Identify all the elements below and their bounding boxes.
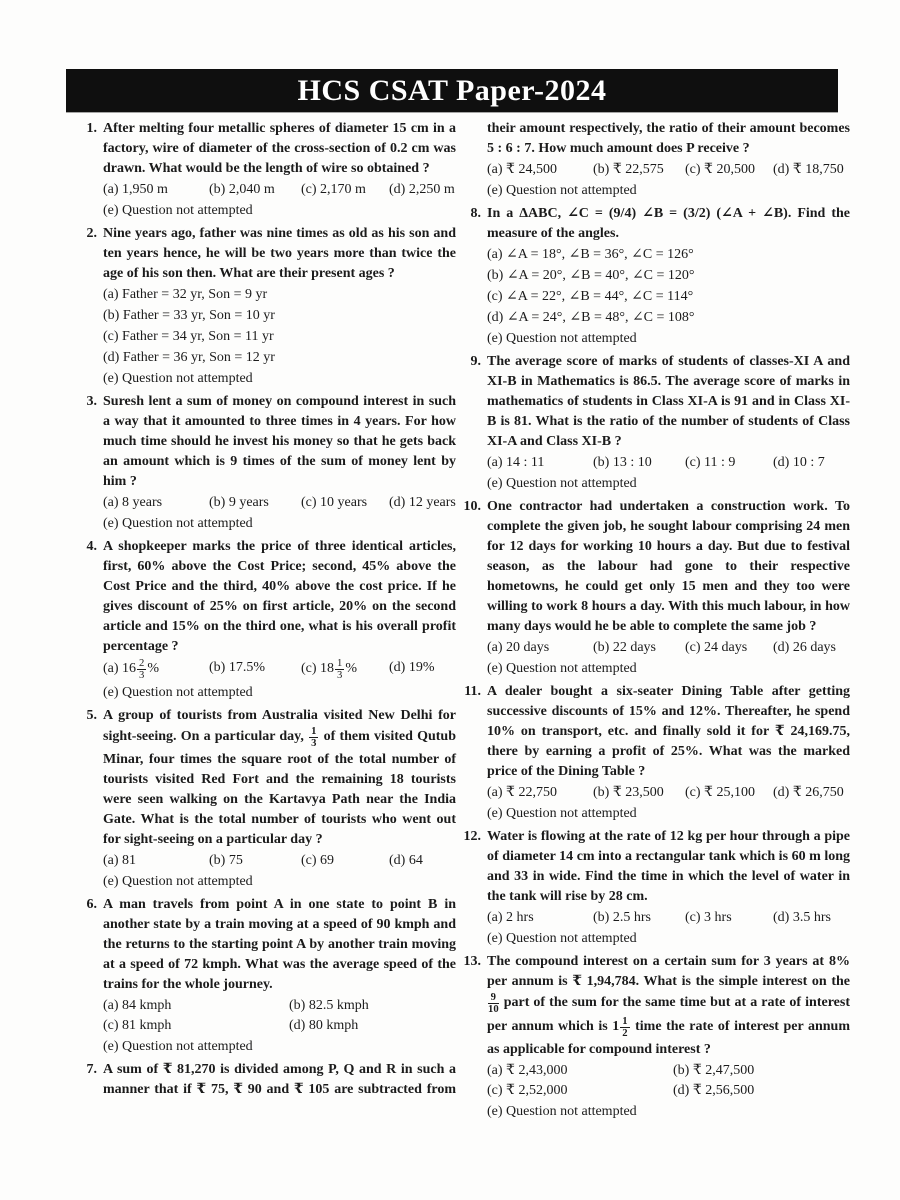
option-item: (a) 8 years bbox=[103, 495, 163, 510]
option-item: (d) 26 days bbox=[773, 640, 836, 655]
option-item: (a) 2 hrs bbox=[487, 910, 534, 925]
option-item: (d) 3.5 hrs bbox=[773, 910, 831, 925]
option-item: (c) 81 kmph bbox=[103, 1017, 172, 1033]
option-not-attempted: (e) Question not attempted bbox=[487, 661, 637, 676]
option-item: (d) ₹ 2,56,500 bbox=[673, 1082, 755, 1098]
option-item: (a) ₹ 22,750 bbox=[487, 785, 557, 800]
option-item: (a) 16 $\frac{2}{3}$ % bbox=[103, 658, 160, 682]
option-item: (d) ∠A = 24°, ∠B = 48°, ∠C = 108° bbox=[487, 310, 695, 325]
options-group bbox=[487, 1061, 850, 1101]
question-block bbox=[462, 682, 850, 824]
option-not-attempted: (e) Question not attempted bbox=[487, 1103, 637, 1119]
option-item: (d) Father = 36 yr, Son = 12 yr bbox=[103, 350, 275, 365]
fraction-numerator: 1 bbox=[622, 1015, 628, 1027]
fraction-denominator: 2 bbox=[622, 1028, 628, 1040]
option-item: (d) ₹ 18,750 bbox=[773, 162, 844, 177]
option-item: (a) ₹ 24,500 bbox=[487, 162, 557, 177]
question-number: 4. bbox=[86, 539, 97, 554]
options-group bbox=[487, 453, 850, 473]
option-not-attempted: (e) Question not attempted bbox=[487, 476, 637, 491]
options-group bbox=[103, 285, 456, 368]
fraction-numerator: 9 bbox=[488, 992, 499, 1004]
option-not-attempted: (e) Question not attempted bbox=[103, 516, 253, 531]
option-item: (c) 11 : 9 bbox=[685, 455, 736, 470]
left-column bbox=[78, 119, 456, 1103]
option-item: (d) 12 years bbox=[389, 495, 456, 510]
option-item: (d) 80 kmph bbox=[289, 1017, 359, 1033]
option-not-attempted: (e) Question not attempted bbox=[487, 331, 637, 346]
question-number: 9. bbox=[470, 354, 481, 369]
question-stem: After melting four metallic spheres of diameter 15 cm in a factory, wire of diameter of the cross-section of 0.2 cm was drawn. What would be the length of wire so obtained ? bbox=[103, 121, 456, 176]
option-item: (c) ₹ 25,100 bbox=[685, 785, 755, 800]
option-item: (d) 64 bbox=[389, 852, 423, 868]
fraction-denominator: 10 bbox=[488, 1004, 499, 1016]
option-item: (b) 13 : 10 bbox=[593, 455, 652, 470]
options-group bbox=[487, 908, 850, 928]
options-group bbox=[487, 245, 850, 328]
question-number: 8. bbox=[470, 206, 481, 221]
option-item: (b) ₹ 23,500 bbox=[593, 785, 664, 800]
option-item: (b) ₹ 22,575 bbox=[593, 162, 664, 177]
options-group bbox=[103, 493, 456, 513]
question-block bbox=[78, 706, 456, 892]
option-item: (a) 1,950 m bbox=[103, 182, 168, 197]
option-item: (b) 17.5% bbox=[209, 660, 265, 675]
option-not-attempted: (e) Question not attempted bbox=[103, 203, 253, 218]
question-number: 1. bbox=[86, 121, 97, 136]
option-item: (b) Father = 33 yr, Son = 10 yr bbox=[103, 308, 275, 323]
option-item: (c) ₹ 2,52,000 bbox=[487, 1082, 568, 1098]
options-group bbox=[103, 180, 456, 200]
fraction bbox=[619, 1016, 630, 1040]
fraction bbox=[487, 992, 500, 1016]
question-stem: The average score of marks of students of classes-XI A and XI-B in Mathematics is 86.5. The average score of marks in mathematics of students in Class XI-A is 91 and in Class XI-B is 81. What is the ratio of the number of students of Class XI-A and Class XI-B ? bbox=[487, 354, 850, 449]
question-number: 7. bbox=[86, 1061, 97, 1077]
option-not-attempted: (e) Question not attempted bbox=[487, 806, 637, 821]
question-number: 5. bbox=[86, 707, 97, 723]
question-number: 12. bbox=[463, 829, 481, 844]
option-not-attempted: (e) Question not attempted bbox=[103, 873, 253, 889]
option-not-attempted: (e) Question not attempted bbox=[103, 684, 253, 700]
fraction-denominator: 3 bbox=[139, 670, 145, 682]
fraction bbox=[136, 658, 147, 682]
question-block bbox=[462, 827, 850, 949]
option-item: (a) 14 : 11 bbox=[487, 455, 545, 470]
option-item: (c) 10 years bbox=[301, 495, 368, 510]
fraction-denominator: 3 bbox=[337, 670, 343, 682]
question-block bbox=[78, 119, 456, 221]
question-block bbox=[462, 352, 850, 494]
option-item: (d) 10 : 7 bbox=[773, 455, 825, 470]
right-column bbox=[462, 119, 850, 1125]
question-block bbox=[78, 537, 456, 703]
question-number: 11. bbox=[464, 684, 481, 699]
option-not-attempted: (e) Question not attempted bbox=[487, 183, 637, 198]
question-number: 2. bbox=[86, 226, 97, 241]
question-block bbox=[78, 392, 456, 534]
fraction-numerator: 1 bbox=[337, 658, 343, 669]
fraction bbox=[308, 726, 319, 750]
option-item: (c) 24 days bbox=[685, 640, 748, 655]
option-item: (b) 2.5 hrs bbox=[593, 910, 651, 925]
question-stem: A group of tourists from Australia visited New Delhi for sight-seeing. On a particular day, $\frac{1}{3}$ of them visited Qutub Minar, four times the square root of the total number of tourists visited Red Fort and the remaining 18 tourists were seen walking on the Kartavya Path near the India Gate. What is the total number of tourists who went out for sight-seeing on a particular day ? bbox=[103, 707, 456, 847]
option-item: (a) ∠A = 18°, ∠B = 36°, ∠C = 126° bbox=[487, 247, 694, 262]
option-item: (b) 82.5 kmph bbox=[289, 997, 369, 1013]
question-number: 3. bbox=[86, 394, 97, 409]
question-stem: Suresh lent a sum of money on compound interest in such a way that it amounted to three times in 4 years. For how much time should he invest his money so that he gets back an amount which is 9 times of the sum of money lent by him ? bbox=[103, 394, 456, 489]
option-item: (a) 81 bbox=[103, 852, 137, 868]
option-item: (c) 18 $\frac{1}{3}$ % bbox=[301, 658, 358, 682]
option-item: (d) ₹ 26,750 bbox=[773, 785, 844, 800]
question-stem: In a ΔABC, ∠C = (9/4) ∠B = (3/2) (∠A + ∠B). Find the measure of the angles. bbox=[487, 206, 850, 241]
question-stem: Water is flowing at the rate of 12 kg per hour through a pipe of diameter 14 cm into a rectangular tank which is 60 m long and 33 in wide. Find the time in which the level of water in the tank will rise by 28 cm. bbox=[487, 829, 850, 904]
question-stem: A man travels from point A in one state to point B in another state by a train moving at a speed of 90 kmph and the returns to the starting point A by another train moving at a speed of 72 kmph. What was the average speed of the trains for the whole journey. bbox=[103, 896, 456, 992]
options-group bbox=[487, 638, 850, 658]
option-not-attempted: (e) Question not attempted bbox=[487, 931, 637, 946]
question-block bbox=[462, 204, 850, 349]
fraction-numerator: 1 bbox=[311, 725, 317, 737]
option-item: (d) 2,250 m bbox=[389, 182, 455, 197]
question-stem: their amount respectively, the ratio of their amount becomes 5 : 6 : 7. How much amount does P receive ? bbox=[487, 121, 850, 156]
question-stem: A shopkeeper marks the price of three identical articles, first, 60% above the Cost Price; second, 45% above the Cost Price and the third, 40% above the cost price. If he gives discount of 25% on first article, 20% on the second article and 15% on the third one, what is his overall profit percentage ? bbox=[103, 539, 456, 654]
question-block bbox=[78, 895, 456, 1057]
question-block bbox=[462, 119, 850, 201]
option-item: (a) ₹ 2,43,000 bbox=[487, 1062, 568, 1078]
option-item: (b) 9 years bbox=[209, 495, 269, 510]
option-item: (b) 75 bbox=[209, 852, 243, 868]
paper-title: HCS CSAT Paper-2024 bbox=[297, 73, 607, 107]
option-item: (b) 22 days bbox=[593, 640, 656, 655]
options-group bbox=[103, 996, 456, 1036]
option-item: (a) 20 days bbox=[487, 640, 550, 655]
question-number: 10. bbox=[463, 499, 481, 514]
options-group bbox=[103, 658, 456, 682]
fraction-denominator: 3 bbox=[311, 738, 317, 750]
option-not-attempted: (e) Question not attempted bbox=[103, 371, 253, 386]
question-block bbox=[78, 224, 456, 389]
question-stem: Nine years ago, father was nine times as old as his son and ten years hence, he will be two years more than twice the age of his son then. What are their present ages ? bbox=[103, 226, 456, 281]
option-item: (b) ₹ 2,47,500 bbox=[673, 1062, 755, 1078]
option-not-attempted: (e) Question not attempted bbox=[103, 1038, 253, 1054]
question-block bbox=[462, 952, 850, 1122]
options-group bbox=[487, 160, 850, 180]
question-number: 13. bbox=[463, 954, 481, 969]
option-item: (c) 69 bbox=[301, 852, 335, 868]
option-item: (c) Father = 34 yr, Son = 11 yr bbox=[103, 329, 274, 344]
question-stem: One contractor had undertaken a construction work. To complete the given job, he sought labour comprising 24 men for 12 days for working 10 hours a day. But due to festival season, as the labour had gone to their respective hometowns, he could get only 15 men and they too were willing to work 8 hours a day. With this much labour, in how many days would he be able to complete the same job ? bbox=[487, 499, 850, 634]
option-item: (a) 84 kmph bbox=[103, 997, 172, 1013]
question-stem: A sum of ₹ 81,270 is divided among P, Q and R in such a manner that if ₹ 75, ₹ 90 and ₹ 105 are subtracted from bbox=[103, 1061, 456, 1097]
question-stem: The compound interest on a certain sum for 3 years at 8% per annum is ₹ 1,94,784. What is the simple interest on the $\frac{9}{10}$ part of the sum for the same time but at a rate of interest per annum which is 1 $\frac{1}{2}$ time the rate of interest per annum as applicable for compound interest ? bbox=[487, 954, 850, 1057]
option-item: (d) 19% bbox=[389, 660, 435, 675]
option-item: (c) 2,170 m bbox=[301, 182, 366, 197]
question-block bbox=[78, 1060, 456, 1100]
options-group bbox=[103, 851, 456, 871]
fraction-numerator: 2 bbox=[139, 658, 145, 669]
fraction bbox=[334, 658, 345, 682]
option-item: (c) 3 hrs bbox=[685, 910, 732, 925]
option-item: (a) Father = 32 yr, Son = 9 yr bbox=[103, 287, 268, 302]
options-group bbox=[487, 783, 850, 803]
option-item: (b) ∠A = 20°, ∠B = 40°, ∠C = 120° bbox=[487, 268, 695, 283]
option-item: (c) ∠A = 22°, ∠B = 44°, ∠C = 114° bbox=[487, 289, 694, 304]
option-item: (c) ₹ 20,500 bbox=[685, 162, 755, 177]
title-banner bbox=[66, 69, 838, 112]
question-block bbox=[462, 497, 850, 679]
option-item: (b) 2,040 m bbox=[209, 182, 275, 197]
question-stem: A dealer bought a six-seater Dining Table after getting successive discounts of 15% and 12%. Thereafter, he spend 10% on transport, etc. and finally sold it for ₹ 24,169.75, there by earning a profit of 25%. What was the marked price of the Dining Table ? bbox=[487, 684, 850, 779]
question-number: 6. bbox=[86, 896, 97, 912]
